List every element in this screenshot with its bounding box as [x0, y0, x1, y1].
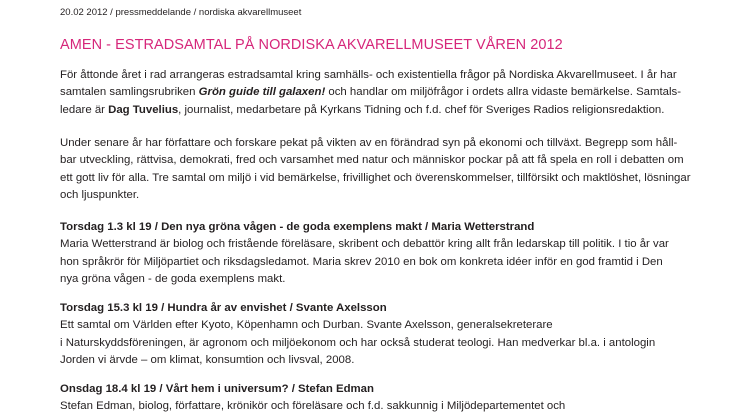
paragraph-line: ett gott liv för alla. Tre samtal om miljö i vid bemärkelse, frivillighet och överenskommelser, tillförsikt och maktlöshet, lösningar: [60, 171, 691, 184]
intro-paragraph: [60, 67, 700, 119]
event-block: [60, 300, 700, 369]
event-description-line: nya gröna vågen - de goda exemplens makt.: [60, 272, 286, 285]
event-description-line: hon språkrör för Miljöpartiet och riksdagsledamot. Maria skrev 2010 en bok om konkreta idéer inför en god framtid i Den: [60, 255, 663, 268]
event-heading: Torsdag 15.3 kl 19 / Hundra år av envishet / Svante Axelsson: [60, 302, 387, 314]
series-title: Grön guide till galaxen!: [198, 86, 326, 99]
intro-line-1: För åttonde året i rad arrangeras estradsamtal kring samhälls- och existentiella frågor på Nordiska Akvarellmuseet. I år har: [60, 69, 677, 81]
intro-text: , journalist, medarbetare på Kyrkans Tidning och f.d. chef för Sveriges Radios religionsredaktion.: [178, 103, 665, 116]
intro-text: ledare är: [60, 103, 109, 116]
event-block: [60, 381, 700, 416]
intro-text: samtalen samlingsrubriken: [60, 86, 199, 99]
paragraph-line: Under senare år har författare och forskare pekat på vikten av en förändrad syn på ekonomi och tillväxt. Begrepp som håll-: [60, 137, 678, 149]
intro-line-3: [60, 102, 700, 119]
event-description-line: Maria Wetterstrand är biolog och fristående föreläsare, skribent och debattör kring allt från ledarskap till politik. I tio år var: [60, 238, 669, 251]
paragraph-line: och ljuspunkter.: [60, 188, 140, 201]
page-title: AMEN - ESTRADSAMTAL PÅ NORDISKA AKVARELLMUSEET VÅREN 2012: [60, 37, 563, 53]
event-description-line: i Naturskyddsföreningen, är agronom och miljöekonom och har också studerat teologi. Han medverkar bl.a. i antologin: [60, 336, 656, 349]
event-block: [60, 219, 700, 288]
document-meta-line: 20.02 2012 / pressmeddelande / nordiska akvarellmuseet: [60, 7, 302, 18]
event-heading: Torsdag 1.3 kl 19 / Den nya gröna vågen - de goda exemplens makt / Maria Wetterstrand: [60, 221, 535, 233]
event-heading: Onsdag 18.4 kl 19 / Vårt hem i universum? / Stefan Edman: [60, 383, 374, 395]
event-description-line: Ett samtal om Världen efter Kyoto, Köpenhamn och Durban. Svante Axelsson, generalsekreterare: [60, 319, 553, 332]
intro-text: och handlar om miljöfrågor i ordets allra vidaste bemärkelse. Samtals-: [325, 86, 682, 99]
intro-line-2: [60, 84, 700, 101]
background-paragraph: [60, 135, 700, 204]
paragraph-line: bar utveckling, rättvisa, demokrati, fred och varsamhet med natur och människor pockar på att få spela en roll i debatten om: [60, 154, 684, 167]
event-description-line: Jorden vi ärvde – om klimat, konsumtion och livsval, 2008.: [60, 353, 355, 366]
event-description-line: Stefan Edman, biolog, författare, krönikör och föreläsare och f.d. sakkunnig i Miljödepartementet och: [60, 400, 566, 413]
moderator-name: Dag Tuvelius: [108, 103, 179, 116]
